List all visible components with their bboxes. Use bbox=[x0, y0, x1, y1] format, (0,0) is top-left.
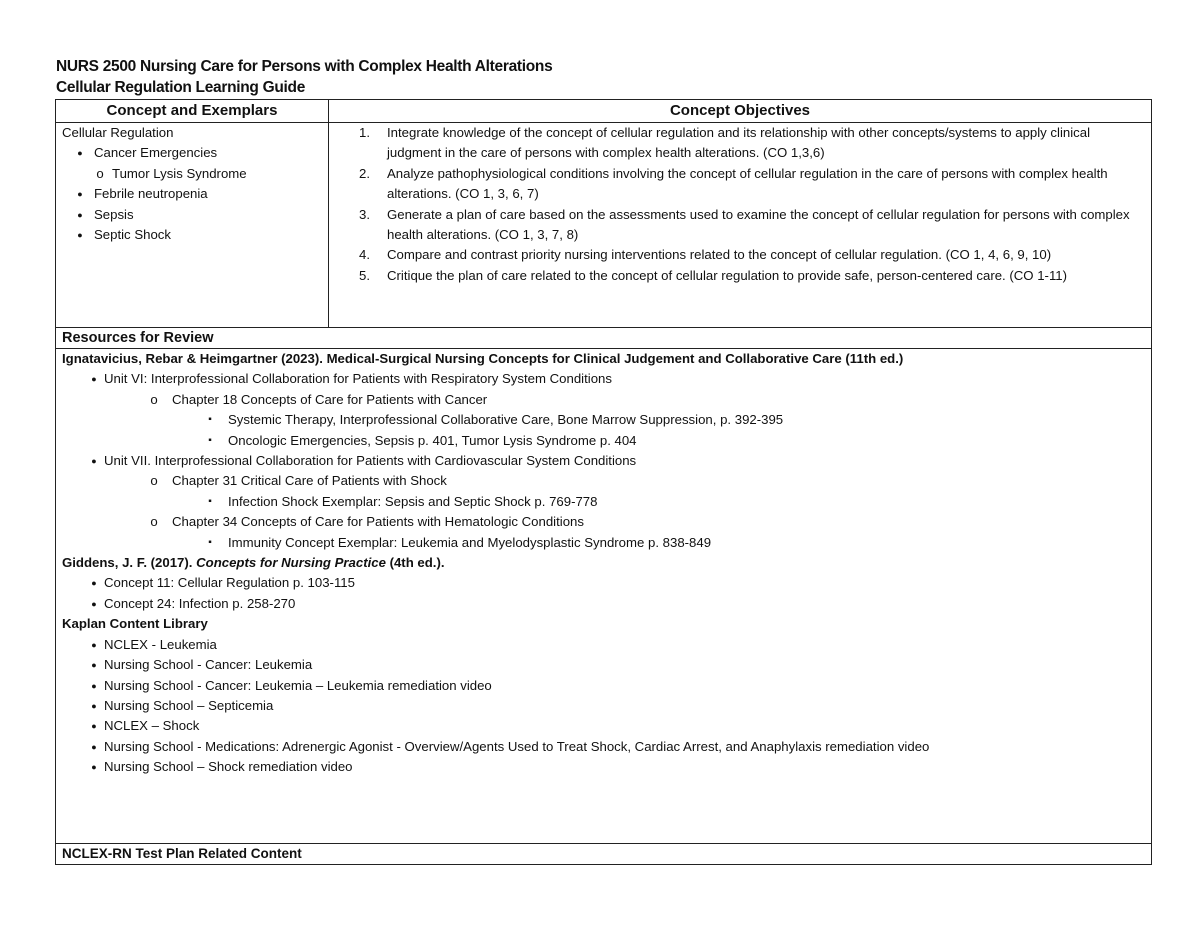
exemplar-item bbox=[62, 205, 326, 225]
bullet-icon: ● bbox=[91, 700, 97, 711]
objective-text: Analyze pathophysiological conditions involving the concept of cellular regulation in the care of persons with complex health alterations. (CO 1, 3, 6, 7) bbox=[387, 165, 1108, 202]
resource-item bbox=[62, 369, 1145, 389]
reference-kaplan: Kaplan Content Library bbox=[62, 616, 208, 632]
bullet-icon: ● bbox=[77, 189, 83, 200]
item-text: Sepsis bbox=[94, 206, 134, 222]
reference-ignatavicius: Ignatavicius, Rebar & Heimgartner (2023). Medical-Surgical Nursing Concepts for Clinical Judgement and Collaborative Care (11th ed.) bbox=[62, 351, 904, 366]
bullet-icon: ● bbox=[91, 741, 97, 752]
bullet-icon: ● bbox=[91, 721, 97, 732]
objective-text: Critique the plan of care related to the concept of cellular regulation to provide safe, person-centered care. (CO 1-11) bbox=[387, 267, 1068, 283]
ref2-author: Giddens, J. F. (2017). bbox=[62, 555, 197, 571]
ref2-edition: (4th ed.). bbox=[385, 555, 445, 571]
kaplan-item bbox=[62, 737, 1145, 757]
resource-item bbox=[62, 471, 1145, 491]
objective-item bbox=[329, 123, 1151, 164]
bullet-icon: ● bbox=[91, 660, 97, 671]
item-text: Nursing School - Medications: Adrenergic Agonist - Overview/Agents Used to Treat Shock, Cardiac Arrest, and Anaphylaxis remediation video bbox=[104, 738, 930, 754]
item-text: NCLEX – Shock bbox=[104, 718, 200, 734]
resource-item bbox=[62, 573, 1145, 593]
objective-item bbox=[329, 266, 1151, 286]
item-text: Unit VII. Interprofessional Collaboration for Patients with Cardiovascular System Conditions bbox=[104, 453, 637, 469]
resource-item bbox=[62, 451, 1145, 471]
exemplar-item bbox=[62, 225, 326, 245]
col-header-objectives: Concept Objectives bbox=[329, 100, 1152, 123]
exemplars-cell bbox=[56, 123, 329, 328]
bullet-icon: ● bbox=[77, 209, 83, 220]
objective-number: 1. bbox=[359, 125, 370, 140]
resource-item bbox=[62, 492, 1145, 512]
item-text: Nursing School – Septicemia bbox=[104, 697, 274, 713]
item-text: Nursing School - Cancer: Leukemia bbox=[104, 657, 313, 673]
col-header-concept: Concept and Exemplars bbox=[56, 100, 329, 123]
bullet-icon: ● bbox=[77, 148, 83, 159]
item-text: Septic Shock bbox=[94, 227, 171, 243]
resource-item bbox=[62, 533, 1145, 553]
kaplan-item bbox=[62, 635, 1145, 655]
item-text: Concept 24: Infection p. 258-270 bbox=[104, 595, 296, 611]
learning-guide-table bbox=[55, 99, 1152, 865]
item-text: Febrile neutropenia bbox=[94, 186, 208, 202]
square-bullet-icon: ▪ bbox=[208, 414, 212, 426]
item-text: Chapter 31 Critical Care of Patients with Shock bbox=[172, 473, 447, 489]
item-text: Chapter 34 Concepts of Care for Patients with Hematologic Conditions bbox=[172, 514, 584, 530]
objective-number: 4. bbox=[359, 247, 370, 263]
objective-item bbox=[329, 245, 1151, 265]
objective-number: 5. bbox=[359, 267, 370, 283]
item-text: NCLEX - Leukemia bbox=[104, 636, 217, 652]
objective-number: 3. bbox=[359, 206, 370, 222]
item-text: Infection Shock Exemplar: Sepsis and Septic Shock p. 769-778 bbox=[228, 493, 598, 509]
circle-bullet-icon: o bbox=[150, 391, 158, 407]
kaplan-item bbox=[62, 676, 1145, 696]
item-text: Tumor Lysis Syndrome bbox=[112, 165, 247, 181]
resource-item bbox=[62, 410, 1145, 430]
square-bullet-icon: ▪ bbox=[208, 434, 212, 446]
kaplan-item bbox=[62, 716, 1145, 736]
course-title: NURS 2500 Nursing Care for Persons with Complex Health Alterations bbox=[56, 58, 553, 75]
square-bullet-icon: ▪ bbox=[208, 536, 212, 548]
exemplar-item bbox=[62, 184, 326, 204]
item-text: Nursing School – Shock remediation video bbox=[104, 759, 353, 775]
item-text: Cancer Emergencies bbox=[94, 145, 218, 161]
nclex-header: NCLEX-RN Test Plan Related Content bbox=[56, 844, 1152, 865]
bullet-icon: ● bbox=[91, 680, 97, 691]
concept-name: Cellular Regulation bbox=[62, 125, 174, 140]
objective-text: Compare and contrast priority nursing interventions related to the concept of cellular regulation. (CO 1, 4, 6, 9, 10) bbox=[387, 247, 1052, 263]
objective-text: Integrate knowledge of the concept of cellular regulation and its relationship with other concepts/systems to apply clinical judgment in the care of persons with complex health alterations. (CO 1,3,6) bbox=[387, 125, 1090, 161]
resource-item bbox=[62, 431, 1145, 451]
circle-bullet-icon: o bbox=[96, 165, 104, 181]
resources-header: Resources for Review bbox=[56, 328, 1152, 349]
item-text: Nursing School - Cancer: Leukemia – Leukemia remediation video bbox=[104, 677, 492, 693]
ref2-title: Concepts for Nursing Practice bbox=[196, 555, 386, 571]
objective-number: 2. bbox=[359, 165, 370, 181]
bullet-icon: ● bbox=[91, 598, 97, 609]
item-text: Oncologic Emergencies, Sepsis p. 401, Tumor Lysis Syndrome p. 404 bbox=[228, 432, 637, 448]
exemplar-item bbox=[62, 143, 326, 163]
item-text: Chapter 18 Concepts of Care for Patients with Cancer bbox=[172, 391, 488, 407]
kaplan-item bbox=[62, 696, 1145, 716]
bullet-icon: ● bbox=[91, 456, 97, 467]
reference-giddens bbox=[62, 553, 1145, 573]
square-bullet-icon: ▪ bbox=[208, 495, 212, 507]
kaplan-item bbox=[62, 655, 1145, 675]
item-text: Unit VI: Interprofessional Collaboration for Patients with Respiratory System Conditions bbox=[104, 371, 612, 387]
resource-item bbox=[62, 512, 1145, 532]
bullet-icon: ● bbox=[77, 230, 83, 241]
resources-cell bbox=[56, 349, 1152, 844]
objectives-cell bbox=[329, 123, 1152, 328]
exemplar-item bbox=[62, 164, 326, 184]
item-text: Immunity Concept Exemplar: Leukemia and Myelodysplastic Syndrome p. 838-849 bbox=[228, 534, 712, 550]
bullet-icon: ● bbox=[91, 374, 97, 385]
bullet-icon: ● bbox=[91, 639, 97, 650]
item-text: Concept 11: Cellular Regulation p. 103-115 bbox=[104, 575, 355, 591]
objective-item bbox=[329, 164, 1151, 205]
kaplan-item bbox=[62, 757, 1145, 777]
item-text: Systemic Therapy, Interprofessional Collaborative Care, Bone Marrow Suppression, p. 392-395 bbox=[228, 412, 784, 428]
bullet-icon: ● bbox=[91, 578, 97, 589]
objective-item bbox=[329, 205, 1151, 246]
bullet-icon: ● bbox=[91, 762, 97, 773]
resource-item bbox=[62, 594, 1145, 614]
guide-title: Cellular Regulation Learning Guide bbox=[56, 79, 306, 96]
objective-text: Generate a plan of care based on the assessments used to examine the concept of cellular regulation for persons with complex health alterations. (CO 1, 3, 7, 8) bbox=[387, 206, 1130, 243]
resource-item bbox=[62, 390, 1145, 410]
circle-bullet-icon: o bbox=[150, 514, 158, 530]
circle-bullet-icon: o bbox=[150, 473, 158, 489]
